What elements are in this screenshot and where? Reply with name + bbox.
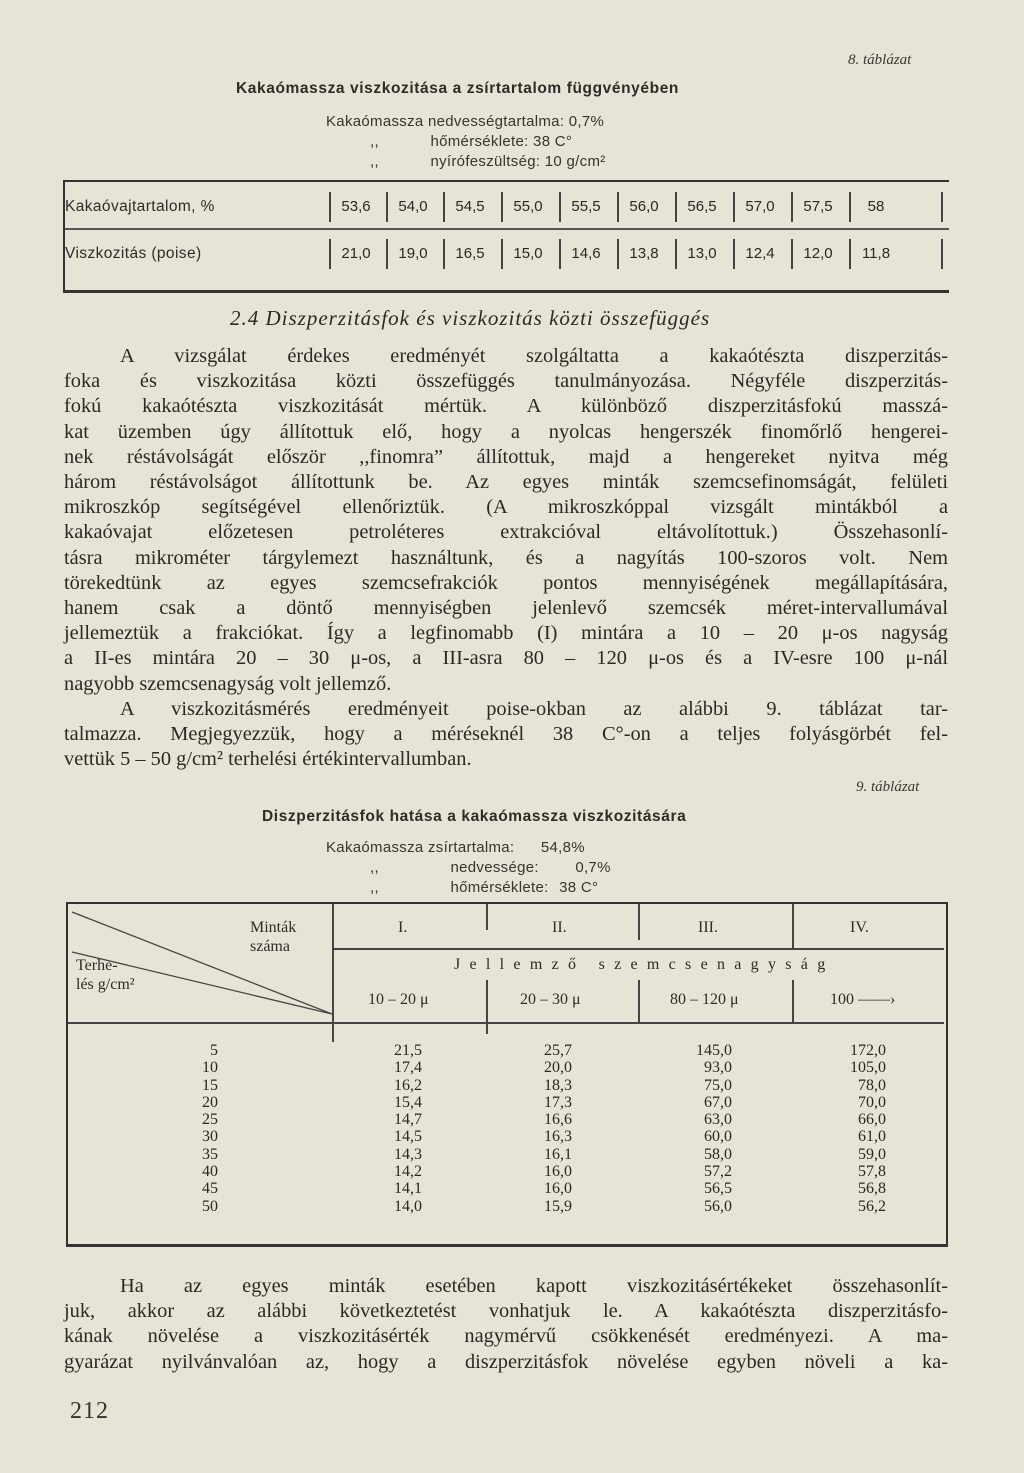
page-number: 212 [70,1398,109,1424]
text-line: vettük 5 – 50 g/cm² terhelési értékintervallumban. [64,748,472,771]
text-line: fokú kakaótészta viszkozitását mértük. A különböző diszperzitásfokú masszá- [64,395,948,418]
table-8 [63,180,949,293]
fat-value-cell: 57,0 [745,198,775,215]
table-cell: 40 [202,1163,218,1181]
table-cell: 16,3 [544,1128,572,1146]
table-8-condition-row [326,152,606,172]
table-cell: 63,0 [704,1111,732,1129]
column-divider [675,192,677,222]
table-cell: 172,0 [850,1042,886,1059]
table-9-condition-row [326,858,611,878]
text-line: kakaóvajat előzetesen petroléteres extrakcióval eltávolítottuk.) Összehasonlí- [64,521,948,544]
text-line: a II-es mintára 20 – 30 μ-os, a III-asra 80 – 120 μ-os és a IV-esre 100 μ-nál [64,647,948,670]
table-cell: 16,2 [394,1076,422,1094]
table-cell: 78,0 [858,1076,886,1094]
column-divider [941,239,943,269]
column-divider [486,980,488,1022]
table-8-title: Kakaómassza viszkozitása a zsírtartalom függvényében [236,80,679,97]
paragraph-2 [64,697,948,773]
column-I [358,1042,422,1215]
text-line: jellemeztük a frakciókat. Így a legfinomabb (I) mintára a 10 – 20 μ-os nagyság [64,622,948,645]
table-cell: 70,0 [858,1093,886,1111]
sample-III: III. [698,919,718,936]
column-divider [675,239,677,269]
text-line: juk, akkor az alábbi következtetést vonhatjuk le. A kakaótészta diszperzitásfo- [64,1300,948,1323]
table-cell: 56,8 [858,1180,886,1198]
viscosity-value-cell: 15,0 [513,245,543,262]
table-cell: 20,0 [544,1059,572,1077]
condition-prefix: ,, [370,879,379,896]
fat-value-cell: 58 [867,198,885,215]
viscosity-value-cell: 13,8 [629,245,659,262]
condition-prefix: ,, [370,859,379,876]
column-divider [329,192,331,222]
row-label-viscosity: Viszkozitás (poise) [65,245,202,262]
sample-II: II. [552,919,567,936]
fat-value-cell: 53,6 [341,198,371,215]
condition-text: hőmérséklete: 38 C° [430,133,573,150]
table-cell: 14,0 [394,1197,422,1215]
viscosity-value-cell: 19,0 [398,245,428,262]
table-cell: 15 [202,1076,218,1094]
viscosity-value-cell: 12,4 [745,245,775,262]
text-line: nagyobb szemcsenagyság volt jellemző. [64,672,392,695]
table-8-conditions [326,112,606,172]
viscosity-value-cell: 21,0 [341,245,371,262]
column-divider [791,239,793,269]
table-cell: 16,1 [544,1145,572,1163]
column-divider [849,192,851,222]
header-char-size: Jellemző szemcsenagyság [454,956,835,973]
header-load: Terhe- lés g/cm² [76,957,135,993]
table-8-row-viscosity [65,237,949,275]
table-cell: 14,5 [394,1128,422,1146]
column-divider [386,192,388,222]
column-divider [332,1024,334,1042]
table-9-conditions [326,838,611,898]
table-cell: 66,0 [858,1111,886,1129]
column-divider [559,239,561,269]
column-divider [486,904,488,930]
table-cell: 25,7 [544,1042,572,1059]
table-cell: 30 [202,1128,218,1146]
table-cell: 56,2 [858,1197,886,1215]
table-cell: 25 [202,1111,218,1129]
table-cell: 17,4 [394,1059,422,1077]
column-divider [443,192,445,222]
header-samples: Minták száma [250,919,297,955]
fat-value-cell: 54,0 [398,198,428,215]
table-cell: 16,6 [544,1111,572,1129]
text-line: tásra mikrométer tárgylemezt használtunk, és a nagyítás 100-szoros volt. Nem [64,546,948,569]
fat-value-cell: 56,0 [629,198,659,215]
viscosity-value-cell: 13,0 [687,245,717,262]
table-cell: 56,0 [704,1197,732,1215]
column-divider [792,904,794,948]
column-divider [733,239,735,269]
column-divider [617,239,619,269]
range-III: 80 – 120 μ [670,991,739,1008]
table-cell: 61,0 [858,1128,886,1146]
column-divider [486,1024,488,1034]
table-cell: 21,5 [394,1042,422,1059]
text-line: kat üzemben úgy állítottuk elő, hogy a nyolcas hengerszék finomőrlő hengerei- [64,420,948,443]
header-divider [68,1022,944,1024]
sample-I: I. [398,919,408,936]
table-cell: 105,0 [850,1059,886,1077]
text-line: törekedtünk az egyes szemcsefrakciók pontos mennyiségének megállapítására, [64,571,948,594]
table-cell: 35 [202,1145,218,1163]
row-label-fat: Kakaóvajtartalom, % [65,198,215,215]
column-II [508,1042,572,1215]
table-cell: 145,0 [696,1042,732,1059]
table-cell: 5 [210,1042,218,1059]
column-divider [501,192,503,222]
column-divider [638,904,640,940]
column-divider [638,980,640,1022]
table-cell: 15,9 [544,1197,572,1215]
text-line: A vizsgálat érdekes eredményét szolgáltatta a kakaótészta diszperzitás- [120,345,948,367]
condition-value: 54,8% [540,839,585,856]
viscosity-value-cell: 12,0 [803,245,833,262]
table-cell: 57,2 [704,1163,732,1181]
table-cell: 20 [202,1093,218,1111]
column-divider [329,239,331,269]
table-cell: 45 [202,1180,218,1198]
fat-value-cell: 57,5 [803,198,833,215]
column-divider [792,980,794,1022]
table-cell: 10 [202,1059,218,1077]
table-cell: 15,4 [394,1093,422,1111]
column-divider [791,192,793,222]
range-II: 20 – 30 μ [520,991,581,1008]
text-line: gyarázat nyilvánvalóan az, hogy a diszperzitásfok növelése egyben növeli a ka- [64,1350,948,1373]
column-divider [849,239,851,269]
table-9-label: 9. táblázat [856,779,920,795]
table-8-row-fat [65,190,949,228]
text-line: talmazza. Megjegyezzük, hogy a méréseknél 38 C°-on a teljes folyásgörbét fel- [64,723,948,746]
column-divider [386,239,388,269]
table-cell: 56,5 [704,1180,732,1198]
header-divider [332,948,944,950]
viscosity-value-cell: 11,8 [861,245,891,262]
condition-prefix: Kakaómassza [326,839,424,856]
table-cell: 59,0 [858,1145,886,1163]
table-cell: 57,8 [858,1163,886,1181]
condition-key: zsírtartalma: [427,839,515,856]
column-divider [559,192,561,222]
table-cell: 14,2 [394,1163,422,1181]
column-divider [617,192,619,222]
table-9 [66,902,948,1247]
range-I: 10 – 20 μ [368,991,429,1008]
table-8-condition-row [326,132,606,152]
column-divider [501,239,503,269]
condition-text: nyírófeszültség: 10 g/cm² [430,153,606,170]
text-line: mikroszkóp segítségével ellenőriztük. (A mikroszkóppal vizsgált mintákból a [64,496,948,519]
condition-prefix: Kakaómassza [326,113,424,130]
column-load [168,1042,218,1215]
table-9-title: Diszperzitásfok hatása a kakaómassza viszkozitására [262,808,687,825]
table-8-row-divider [65,228,949,230]
header-divider [332,904,334,1024]
table-8-condition-row [326,112,606,132]
column-IV [812,1042,886,1215]
viscosity-value-cell: 16,5 [455,245,485,262]
condition-prefix: ,, [370,133,379,150]
column-divider [941,192,943,222]
text-line: nek réstávolságát először ,,finomra” állítottuk, majd a hengereket nyitva még [64,445,948,468]
table-8-label: 8. táblázat [848,52,912,68]
condition-key: hőmérséklete: [450,879,549,896]
table-cell: 75,0 [704,1076,732,1094]
table-cell: 50 [202,1197,218,1215]
table-cell: 93,0 [704,1059,732,1077]
table-cell: 14,7 [394,1111,422,1129]
table-cell: 17,3 [544,1093,572,1111]
table-cell: 18,3 [544,1076,572,1094]
range-IV: 100 ——› [830,991,896,1008]
fat-value-cell: 56,5 [687,198,717,215]
column-III [658,1042,732,1215]
fat-value-cell: 55,5 [571,198,601,215]
condition-value: 38 C° [559,879,599,896]
text-line: három réstávolságot állítottunk be. Az egyes minták szemcsefinomságát, felületi [64,471,948,494]
table-cell: 14,1 [394,1180,422,1198]
condition-prefix: ,, [370,153,379,170]
table-cell: 14,3 [394,1145,422,1163]
table-9-condition-row [326,838,611,858]
text-line: kának növelése a viszkozitásérték nagymérvű csökkenését eredményezi. A ma- [64,1325,948,1348]
sample-IV: IV. [850,919,869,936]
table-cell: 16,0 [544,1180,572,1198]
table-cell: 16,0 [544,1163,572,1181]
text-line: A viszkozitásmérés eredményeit poise-okban az alábbi 9. táblázat tar- [120,698,948,720]
condition-value: 0,7% [575,859,611,876]
paragraph-3 [64,1274,948,1375]
text-line: hanem csak a döntő mennyiségben jelenlevő szemcsék méret-intervallumával [64,597,948,620]
column-divider [443,239,445,269]
fat-value-cell: 55,0 [513,198,543,215]
table-cell: 67,0 [704,1093,732,1111]
condition-key: nedvessége: [450,859,539,876]
text-line: Ha az egyes minták esetében kapott viszkozitásértékeket összehasonlít- [120,1275,948,1297]
paragraph-1 [64,344,948,697]
text-line: foka és viszkozitása közti összefüggés tanulmányozása. Négyféle diszperzitás- [64,370,948,393]
table-cell: 58,0 [704,1145,732,1163]
section-heading: 2.4 Diszperzitásfok és viszkozitás közti összefüggés [230,306,711,330]
column-divider [733,192,735,222]
table-cell: 60,0 [704,1128,732,1146]
fat-value-cell: 54,5 [455,198,485,215]
condition-text: nedvességtartalma: 0,7% [427,113,605,130]
viscosity-value-cell: 14,6 [571,245,601,262]
table-9-condition-row [326,878,611,898]
